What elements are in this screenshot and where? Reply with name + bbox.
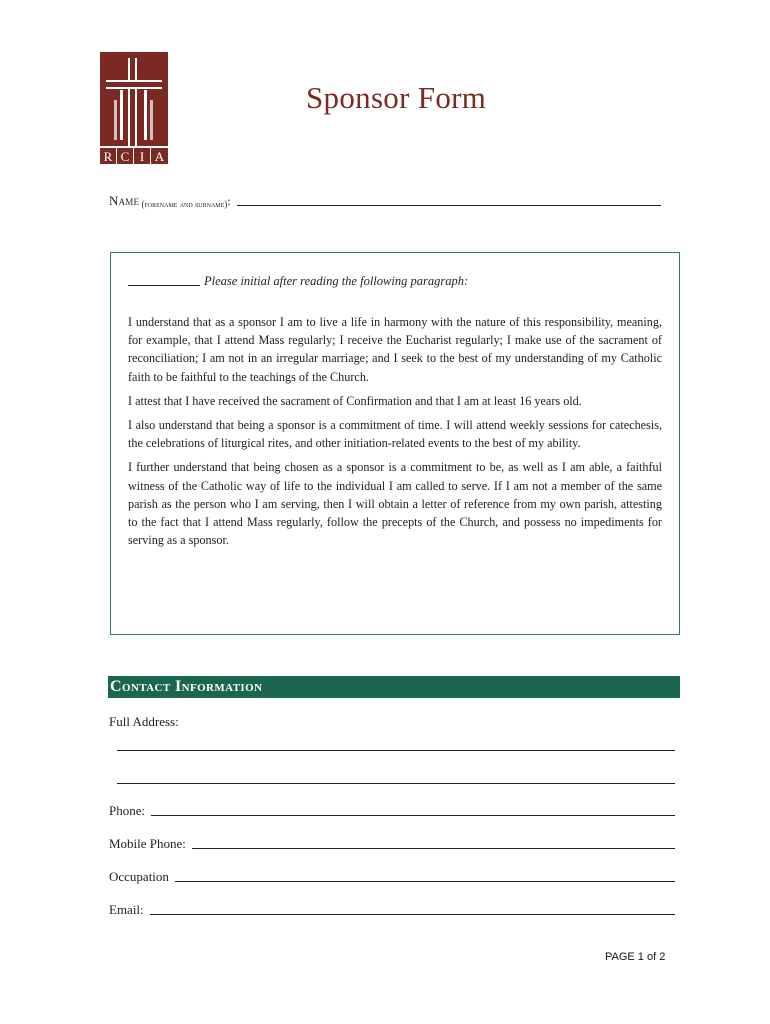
- contact-section-header: [108, 676, 680, 698]
- email-field[interactable]: [109, 900, 675, 918]
- occupation-input-line[interactable]: [175, 881, 675, 882]
- svg-text:C: C: [120, 149, 130, 164]
- rcia-logo: [100, 52, 168, 164]
- initial-input-line[interactable]: [128, 285, 200, 286]
- name-input-line[interactable]: [237, 205, 661, 206]
- mobile-input-line[interactable]: [192, 848, 675, 849]
- email-label: Email:: [109, 902, 144, 917]
- agreement-paragraph: I understand that as a sponsor I am to live a life in harmony with the nature of this responsibility, meaning, for example, that I attend Mass regularly; I receive the Eucharist regularly; I make use of the sacrament of reconciliation; I am not in an irregular marriage; and I seek to the best of my understanding of my Catholic faith to be faithful to the teachings of the Church.: [128, 315, 662, 384]
- cross-icon: [100, 52, 168, 164]
- name-sub-label: (forename and surname): [141, 199, 228, 209]
- agreement-text: [128, 313, 662, 555]
- name-colon: :: [227, 194, 231, 208]
- phone-input-line[interactable]: [151, 815, 675, 816]
- agreement-paragraph: I further understand that being chosen as a sponsor is a commitment to be, as well as I am able, a faithful witness of the Catholic way of life to the individual I am called to serve. If I am not a member of the same parish as the person who I am serving, then I will obtain a letter of reference from my own parish, attesting to the fact that I attend Mass regularly, follow the precepts of the Church, and possess no impediments for serving as a sponsor.: [128, 460, 662, 548]
- agreement-paragraph: I attest that I have received the sacrament of Confirmation and that I am at least 16 years old.: [128, 393, 582, 408]
- address-input-line-2[interactable]: [117, 783, 675, 784]
- agreement-box: [110, 252, 680, 635]
- svg-text:A: A: [154, 149, 165, 164]
- page-number: PAGE 1 of 2: [605, 951, 666, 963]
- address-field-label-row: [109, 712, 675, 730]
- agreement-paragraph: I also understand that being a sponsor is a commitment of time. I will attend weekly sessions for catechesis, the celebrations of liturgical rites, and other initiation-related events to the best of my ability.: [128, 418, 662, 451]
- svg-text:R: R: [103, 149, 113, 164]
- occupation-label: Occupation: [109, 869, 169, 884]
- address-input-line-1[interactable]: [117, 750, 675, 751]
- name-label: Name: [109, 193, 140, 208]
- svg-text:I: I: [139, 149, 145, 164]
- mobile-field[interactable]: [109, 834, 675, 852]
- initial-prompt: Please initial after reading the following paragraph:: [204, 274, 469, 288]
- phone-label: Phone:: [109, 803, 146, 818]
- name-field[interactable]: [109, 191, 661, 209]
- contact-heading: Contact Information: [110, 678, 263, 695]
- address-label: Full Address:: [109, 714, 179, 729]
- mobile-label: Mobile Phone:: [109, 836, 186, 851]
- page-title: Sponsor Form: [306, 80, 487, 115]
- email-input-line[interactable]: [150, 914, 675, 915]
- initial-row: [128, 274, 468, 289]
- occupation-field[interactable]: [109, 867, 675, 885]
- phone-field[interactable]: [109, 801, 675, 819]
